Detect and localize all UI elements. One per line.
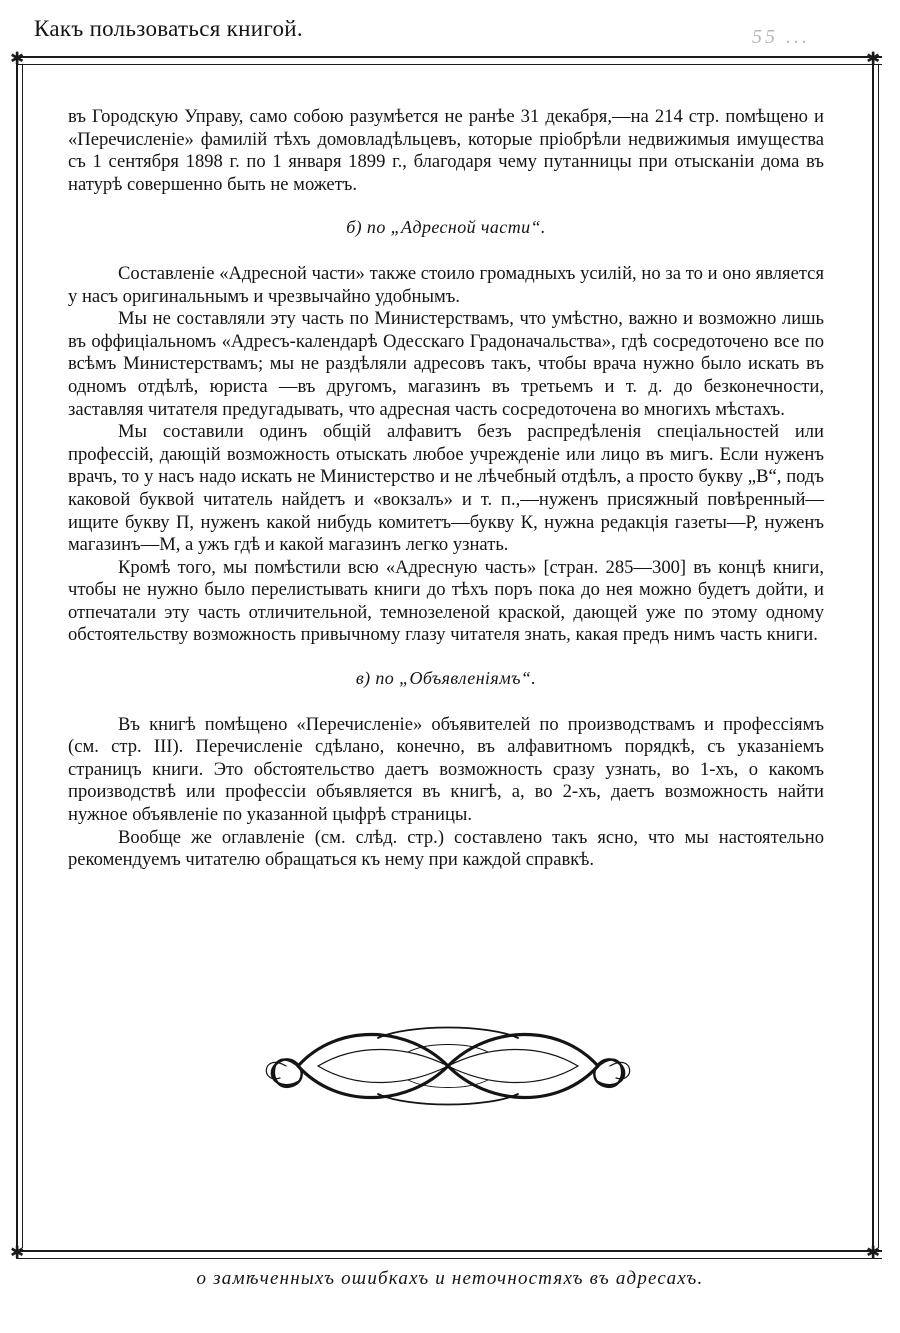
section-b-paragraph: Составленіе «Адресной части» также стоило громадныхъ усилій, но за то и оно является у насъ оригинальнымъ и чрезвычайно удобнымъ. xyxy=(68,262,824,307)
section-b-paragraph: Мы составили одинъ общій алфавитъ безъ распредѣленія спеціальностей или профессій, дающій возможность отыскать любое учрежденіе или лицо въ мигъ. Если нуженъ врачъ, то у насъ надо искать не Министерство и не лѣчебный отдѣлъ, а просто букву „В“, подъ каковой буквой читатель найдетъ и «вокзалъ» и т. п.,—нуженъ присяжный повѣренный—ищите букву П, нуженъ какой нибудь комитетъ—букву К, нужна редакція газеты—Р, нуженъ магазинъ—М, а ужъ гдѣ и какой магазинъ легко узнать. xyxy=(68,421,824,556)
page-body xyxy=(68,106,824,872)
section-v-paragraph: Въ книгѣ помѣщено «Перечисленіе» объявителей по производствамъ и профессіямъ (см. стр. III). Перечисленіе сдѣлано, конечно, въ алфавитномъ порядкѣ, съ указаніемъ страницъ книги. Это обстоятельство даетъ возможность сразу узнать, во 1-хъ, о какомъ производствѣ или профессіи объявляется въ книгѣ, а, во 2-хъ, даетъ возможность найти нужное объявленіе по указанной цыфрѣ страницы. xyxy=(68,713,824,826)
section-b-paragraph: Мы не составляли эту часть по Министерствамъ, что умѣстно, важно и возможно лишь въ оффиціальномъ «Адресъ-календарѣ Одесскаго Градоначальства», гдѣ сосредоточено все по всѣмъ Министерствамъ; мы не раздѣляли адресовъ такъ, чтобы врача нужно было искать въ одномъ отдѣлѣ, юриста —въ другомъ, магазинъ въ третьемъ и т. д. до безконечности, заставляя читателя предугадывать, что адресная часть сосредоточена во многихъ мѣстахъ. xyxy=(68,308,824,420)
pencil-page-note: 55 ... xyxy=(752,26,810,48)
frame-bottom-rule xyxy=(16,1250,882,1259)
frame-right-rule xyxy=(872,64,879,1248)
footer-note: о замѣченныхъ ошибкахъ и неточностяхъ въ адресахъ. xyxy=(196,1268,704,1289)
section-v-paragraph: Вообще же оглавленіе (см. слѣд. стр.) составлено такъ ясно, что мы настоятельно рекомендуемъ читателю обращаться къ нему при каждой справкѣ. xyxy=(68,826,824,871)
corner-star-icon: ✱ xyxy=(866,49,881,68)
frame-left-rule xyxy=(16,64,23,1248)
corner-star-icon: ✱ xyxy=(10,49,25,68)
running-title: Какъ пользоваться книгой. xyxy=(34,16,303,41)
frame-top-rule xyxy=(16,56,882,65)
section-b-heading: б) по „Адресной части“. xyxy=(346,217,546,238)
corner-star-icon: ✱ xyxy=(10,1243,25,1262)
section-b-paragraph: Кромѣ того, мы помѣстили всю «Адресную часть» [стран. 285—300] въ концѣ книги, чтобы не нужно было перелистывать книги до тѣхъ поръ пока до нея можно будетъ дойти, и отпечатали эту часть отличительной, темнозеленой краской, дающей уже по этому одному обстоятельству возможность привычному глазу читателя знать, какая предъ нимъ часть книги. xyxy=(68,556,824,646)
calligraphic-flourish-icon xyxy=(258,1012,638,1120)
intro-paragraph: въ Городскую Управу, само собою разумѣется не ранѣе 31 декабря,—на 214 стр. помѣщено и «Перечисленіе» фамилій тѣхъ домовладѣльцевъ, которые пріобрѣли недвижимыя имущества съ 1 сентября 1898 г. по 1 января 1899 г., благодаря чему путанницы при отысканіи дома въ натурѣ совершенно быть не можетъ. xyxy=(68,106,824,195)
corner-star-icon: ✱ xyxy=(866,1243,881,1262)
section-v-heading: в) по „Объявленіямъ“. xyxy=(355,668,537,689)
